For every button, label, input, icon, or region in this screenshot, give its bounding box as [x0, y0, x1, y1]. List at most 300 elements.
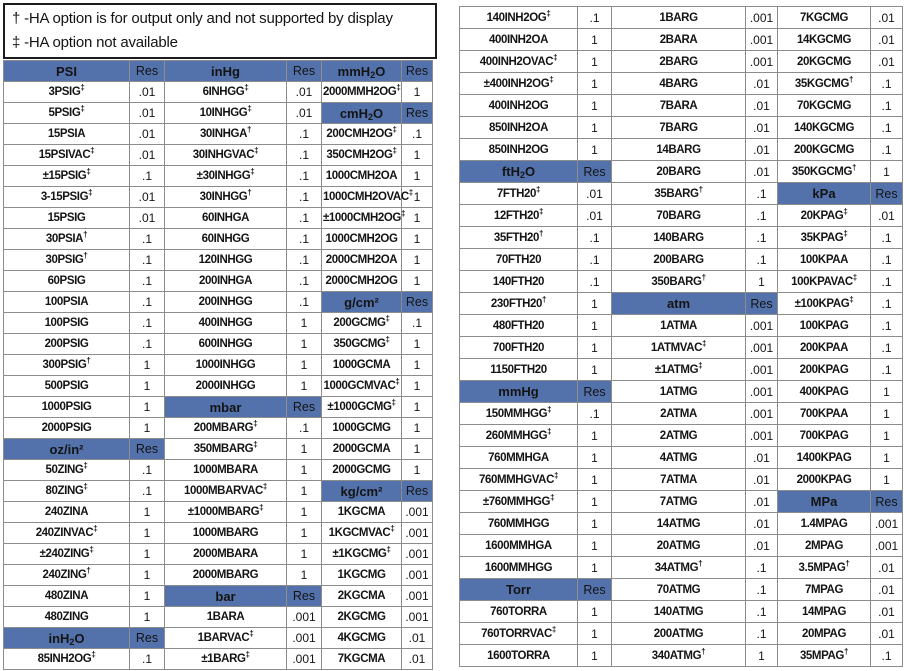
resolution-cell: 1 [402, 187, 433, 208]
resolution-cell: 1 [402, 355, 433, 376]
table-row [4, 61, 433, 82]
resolution-cell: .01 [287, 103, 322, 124]
unit-header-cell: inHg [165, 61, 287, 82]
table-row [460, 403, 903, 425]
range-code-cell: 2ATMG [612, 425, 746, 447]
res-header-cell: Res [402, 481, 433, 502]
table-row [460, 535, 903, 557]
resolution-cell: .1 [130, 292, 165, 313]
range-code-cell: 240ZINA [4, 502, 130, 523]
resolution-cell: .1 [578, 7, 612, 29]
res-header-cell: Res [130, 61, 165, 82]
res-header-cell: Res [287, 397, 322, 418]
table-row [460, 601, 903, 623]
resolution-cell: .1 [130, 649, 165, 670]
range-code-cell: 30INHGG† [165, 187, 287, 208]
range-code-cell: 10INHGG‡ [165, 103, 287, 124]
range-code-cell: 1ATMG [612, 381, 746, 403]
range-code-cell: 120INHGG [165, 250, 287, 271]
range-code-cell: 60PSIG [4, 271, 130, 292]
table-row [4, 229, 433, 250]
range-code-cell: 260MMHGG‡ [460, 425, 578, 447]
footnote-box [3, 3, 437, 59]
resolution-cell: .001 [287, 628, 322, 649]
resolution-cell: 1 [287, 355, 322, 376]
range-code-cell: 150MMHGG‡ [460, 403, 578, 425]
range-code-cell: ±1000MBARG‡ [165, 502, 287, 523]
table-row [4, 103, 433, 124]
range-code-cell: 80ZING‡ [4, 481, 130, 502]
table-row [4, 397, 433, 418]
resolution-cell: 1 [578, 359, 612, 381]
resolution-cell: 1 [578, 557, 612, 579]
range-code-cell: 60INHGG [165, 229, 287, 250]
resolution-cell: .1 [402, 313, 433, 334]
range-code-cell: 4ATMG [612, 447, 746, 469]
res-header-cell: Res [578, 381, 612, 403]
resolution-cell: .001 [746, 425, 778, 447]
range-code-cell: 7KGCMG [778, 7, 871, 29]
range-code-cell: 7ATMA [612, 469, 746, 491]
resolution-cell: .1 [287, 166, 322, 187]
resolution-cell: .001 [746, 337, 778, 359]
table-row [460, 557, 903, 579]
table-row [460, 7, 903, 29]
resolution-cell: 1 [578, 513, 612, 535]
pressure-table-right-body [460, 7, 903, 667]
range-code-cell: 760MMHGG [460, 513, 578, 535]
range-code-cell: 1600MMHGA [460, 535, 578, 557]
range-code-cell: 1000GCMA [322, 355, 402, 376]
resolution-cell: .001 [871, 535, 903, 557]
resolution-cell: .1 [130, 313, 165, 334]
res-header-cell: Res [287, 586, 322, 607]
range-code-cell: 35MPAG† [778, 645, 871, 667]
range-code-cell: 200GCMG‡ [322, 313, 402, 334]
range-code-cell: 140BARG [612, 227, 746, 249]
table-row [460, 227, 903, 249]
range-code-cell: 140ATMG [612, 601, 746, 623]
table-row [460, 117, 903, 139]
range-code-cell: 2000CMH2OA [322, 250, 402, 271]
table-row [4, 649, 433, 670]
resolution-cell: 1 [402, 229, 433, 250]
range-code-cell: 700FTH20 [460, 337, 578, 359]
resolution-cell: .1 [287, 292, 322, 313]
table-row [460, 381, 903, 403]
range-code-cell: 2000CMH2OG [322, 271, 402, 292]
unit-header-cell: cmH$_2$O [322, 103, 402, 124]
table-row [460, 513, 903, 535]
range-code-cell: 35BARG† [612, 183, 746, 205]
range-code-cell: 340ATMG† [612, 645, 746, 667]
resolution-cell: .1 [871, 95, 903, 117]
unit-header-cell: mmHg [460, 381, 578, 403]
range-code-cell: 20KGCMG [778, 51, 871, 73]
resolution-cell: .1 [871, 117, 903, 139]
resolution-cell: .01 [578, 183, 612, 205]
resolution-cell: .1 [746, 557, 778, 579]
unit-header-cell: mmH$_2$O [322, 61, 402, 82]
resolution-cell: .01 [871, 601, 903, 623]
table-row [4, 565, 433, 586]
range-code-cell: 6INHGG‡ [165, 82, 287, 103]
resolution-cell: .1 [871, 227, 903, 249]
res-header-cell: Res [130, 628, 165, 649]
range-code-cell: 200KPAA [778, 337, 871, 359]
range-code-cell: 60INHGA [165, 208, 287, 229]
range-code-cell: 140INH2OG‡ [460, 7, 578, 29]
resolution-cell: .1 [578, 271, 612, 293]
table-row [4, 166, 433, 187]
resolution-cell: .1 [130, 460, 165, 481]
range-code-cell: 480ZINA [4, 586, 130, 607]
range-code-cell: 500PSIG [4, 376, 130, 397]
table-row [4, 544, 433, 565]
range-code-cell: 3PSIG‡ [4, 82, 130, 103]
range-code-cell: 85INH2OG‡ [4, 649, 130, 670]
resolution-cell: .01 [746, 117, 778, 139]
range-code-cell: 2000KPAG [778, 469, 871, 491]
range-code-cell: 760TORRA [460, 601, 578, 623]
range-code-cell: 4BARG [612, 73, 746, 95]
table-row [460, 51, 903, 73]
resolution-cell: .001 [402, 523, 433, 544]
table-row [4, 292, 433, 313]
resolution-cell: 1 [402, 271, 433, 292]
resolution-cell: 1 [130, 376, 165, 397]
resolution-cell: .001 [402, 586, 433, 607]
range-code-cell: 7MPAG [778, 579, 871, 601]
range-code-cell: 2KGCMG [322, 607, 402, 628]
range-code-cell: 140KGCMG [778, 117, 871, 139]
unit-header-cell: bar [165, 586, 287, 607]
range-code-cell: 200INHGA [165, 271, 287, 292]
table-row [4, 607, 433, 628]
range-code-cell: ±15PSIG‡ [4, 166, 130, 187]
resolution-cell: .1 [871, 337, 903, 359]
range-code-cell: ±760MMHGG‡ [460, 491, 578, 513]
resolution-cell: .001 [871, 513, 903, 535]
table-row [4, 481, 433, 502]
range-code-cell: 100KPAVAC‡ [778, 271, 871, 293]
range-code-cell: 34ATMG† [612, 557, 746, 579]
resolution-cell: .01 [130, 82, 165, 103]
resolution-cell: .01 [871, 623, 903, 645]
resolution-cell: .01 [746, 535, 778, 557]
range-code-cell: 1BARVAC‡ [165, 628, 287, 649]
range-code-cell: 2MPAG [778, 535, 871, 557]
resolution-cell: .01 [746, 513, 778, 535]
resolution-cell: 1 [130, 502, 165, 523]
range-code-cell: 1KGCMVAC‡ [322, 523, 402, 544]
resolution-cell: .01 [130, 124, 165, 145]
table-row [460, 645, 903, 667]
range-code-cell: 15PSIA [4, 124, 130, 145]
table-row [4, 313, 433, 334]
footnote-ha-output-only: † -HA option is for output only and not supported by display [12, 10, 393, 27]
resolution-cell: 1 [871, 425, 903, 447]
table-row [4, 628, 433, 649]
range-code-cell: 100KPAA [778, 249, 871, 271]
resolution-cell: .1 [130, 481, 165, 502]
table-row [4, 376, 433, 397]
pressure-table-left [3, 60, 433, 670]
range-code-cell: ±1ATMG‡ [612, 359, 746, 381]
range-code-cell: 2000MMH2OG‡ [322, 82, 402, 103]
resolution-cell: 1 [578, 535, 612, 557]
res-header-cell: Res [871, 491, 903, 513]
resolution-cell: .01 [746, 73, 778, 95]
resolution-cell: 1 [578, 139, 612, 161]
pressure-table-left-body [4, 61, 433, 670]
resolution-cell: 1 [402, 418, 433, 439]
resolution-cell: 1 [130, 586, 165, 607]
resolution-cell: 1 [578, 315, 612, 337]
table-row [4, 355, 433, 376]
table-row [4, 208, 433, 229]
resolution-cell: .01 [746, 95, 778, 117]
resolution-cell: .01 [746, 139, 778, 161]
table-row [460, 271, 903, 293]
range-code-cell: 15PSIVAC‡ [4, 145, 130, 166]
res-header-cell: Res [871, 183, 903, 205]
resolution-cell: 1 [402, 82, 433, 103]
resolution-cell: 1 [578, 447, 612, 469]
range-code-cell: 2000GCMG [322, 460, 402, 481]
table-row [4, 586, 433, 607]
resolution-cell: 1 [871, 161, 903, 183]
resolution-cell: 1 [287, 439, 322, 460]
range-code-cell: 14KGCMG [778, 29, 871, 51]
range-code-cell: 2000GCMA [322, 439, 402, 460]
range-code-cell: 7BARA [612, 95, 746, 117]
table-row [4, 187, 433, 208]
range-code-cell: 35FTH20† [460, 227, 578, 249]
range-code-cell: 1ATMA [612, 315, 746, 337]
range-code-cell: 100KPAG [778, 315, 871, 337]
res-header-cell: Res [746, 293, 778, 315]
resolution-cell: .1 [287, 250, 322, 271]
range-code-cell: 400INH2OG [460, 95, 578, 117]
resolution-cell: 1 [578, 293, 612, 315]
resolution-cell: 1 [578, 623, 612, 645]
resolution-cell: .01 [871, 7, 903, 29]
range-code-cell: 200INHGG [165, 292, 287, 313]
range-code-cell: 2BARG [612, 51, 746, 73]
range-code-cell: 14MPAG [778, 601, 871, 623]
range-code-cell: 1000PSIG [4, 397, 130, 418]
table-row [460, 139, 903, 161]
range-code-cell: 200PSIG [4, 334, 130, 355]
range-code-cell: 3.5MPAG† [778, 557, 871, 579]
resolution-cell: .001 [746, 359, 778, 381]
resolution-cell: .001 [746, 7, 778, 29]
resolution-cell: .1 [578, 403, 612, 425]
table-row [4, 418, 433, 439]
range-code-cell: 760MMHGA [460, 447, 578, 469]
resolution-cell: .1 [287, 418, 322, 439]
range-code-cell: 1400KPAG [778, 447, 871, 469]
res-header-cell: Res [402, 103, 433, 124]
resolution-cell: .1 [578, 249, 612, 271]
table-row [460, 337, 903, 359]
table-row [4, 145, 433, 166]
unit-header-cell: atm [612, 293, 746, 315]
table-row [4, 250, 433, 271]
resolution-cell: 1 [746, 645, 778, 667]
range-code-cell: 70KGCMG [778, 95, 871, 117]
range-code-cell: 140FTH20 [460, 271, 578, 293]
range-code-cell: 700KPAG [778, 425, 871, 447]
range-code-cell: 700KPAA [778, 403, 871, 425]
resolution-cell: 1 [287, 565, 322, 586]
range-code-cell: ±100KPAG‡ [778, 293, 871, 315]
range-code-cell: 2KGCMA [322, 586, 402, 607]
resolution-cell: .1 [871, 249, 903, 271]
resolution-cell: .1 [871, 359, 903, 381]
resolution-cell: 1 [287, 376, 322, 397]
table-row [460, 315, 903, 337]
range-code-cell: 2BARA [612, 29, 746, 51]
resolution-cell: .01 [746, 447, 778, 469]
resolution-cell: .001 [287, 649, 322, 670]
range-code-cell: 1BARA [165, 607, 287, 628]
resolution-cell: .1 [746, 183, 778, 205]
resolution-cell: .01 [402, 649, 433, 670]
range-code-cell: 1000CMH2OG [322, 229, 402, 250]
range-code-cell: 400KPAG [778, 381, 871, 403]
resolution-cell: .1 [746, 623, 778, 645]
resolution-cell: .1 [130, 229, 165, 250]
unit-header-cell: mbar [165, 397, 287, 418]
resolution-cell: 1 [287, 523, 322, 544]
range-code-cell: 20ATMG [612, 535, 746, 557]
footnote-ha-not-available: ‡ -HA option not available [12, 34, 178, 51]
range-code-cell: 200KGCMG [778, 139, 871, 161]
resolution-cell: .001 [402, 607, 433, 628]
range-code-cell: 1000MBARA [165, 460, 287, 481]
range-code-cell: 30PSIG† [4, 250, 130, 271]
resolution-cell: 1 [130, 397, 165, 418]
table-row [460, 359, 903, 381]
table-row [460, 161, 903, 183]
unit-header-cell: oz/in² [4, 439, 130, 460]
table-row [4, 460, 433, 481]
unit-header-cell: PSI [4, 61, 130, 82]
resolution-cell: 1 [578, 601, 612, 623]
range-code-cell: 200BARG [612, 249, 746, 271]
resolution-cell: .001 [402, 502, 433, 523]
resolution-cell: .1 [130, 166, 165, 187]
range-code-cell: 1150FTH20 [460, 359, 578, 381]
range-code-cell: 1000CMH2OVAC‡ [322, 187, 402, 208]
table-row [460, 425, 903, 447]
res-header-cell: Res [402, 61, 433, 82]
range-code-cell: 4KGCMG [322, 628, 402, 649]
resolution-cell: 1 [578, 95, 612, 117]
range-code-cell: ±1BARG‡ [165, 649, 287, 670]
range-code-cell: 7ATMG [612, 491, 746, 513]
range-code-cell: 350GCMG‡ [322, 334, 402, 355]
resolution-cell: 1 [746, 271, 778, 293]
range-code-cell: 480FTH20 [460, 315, 578, 337]
resolution-cell: .001 [402, 565, 433, 586]
range-code-cell: 7KGCMA [322, 649, 402, 670]
resolution-cell: .01 [746, 491, 778, 513]
table-row [460, 73, 903, 95]
table-row [4, 271, 433, 292]
resolution-cell: .1 [871, 315, 903, 337]
resolution-cell: .001 [746, 403, 778, 425]
resolution-cell: .01 [130, 208, 165, 229]
resolution-cell: .01 [746, 469, 778, 491]
res-header-cell: Res [402, 292, 433, 313]
resolution-cell: .1 [287, 145, 322, 166]
resolution-cell: 1 [287, 460, 322, 481]
range-code-cell: 2000MBARA [165, 544, 287, 565]
range-code-cell: 30INHGA† [165, 124, 287, 145]
resolution-cell: 1 [130, 418, 165, 439]
resolution-cell: 1 [287, 334, 322, 355]
resolution-cell: .1 [871, 271, 903, 293]
resolution-cell: .01 [871, 51, 903, 73]
resolution-cell: .001 [746, 51, 778, 73]
resolution-cell: .1 [130, 271, 165, 292]
range-code-cell: 200MBARG‡ [165, 418, 287, 439]
table-row [460, 205, 903, 227]
resolution-cell: 1 [402, 145, 433, 166]
resolution-cell: .01 [871, 205, 903, 227]
resolution-cell: 1 [578, 51, 612, 73]
resolution-cell: 1 [130, 565, 165, 586]
range-code-cell: 350BARG† [612, 271, 746, 293]
table-row [460, 249, 903, 271]
range-code-cell: 35KPAG‡ [778, 227, 871, 249]
range-code-cell: 1KGCMA [322, 502, 402, 523]
resolution-cell: 1 [871, 447, 903, 469]
unit-header-cell: ftH$_2$O [460, 161, 578, 183]
range-code-cell: 400INH2OVAC‡ [460, 51, 578, 73]
res-header-cell: Res [578, 161, 612, 183]
resolution-cell: 1 [402, 166, 433, 187]
resolution-cell: 1 [402, 334, 433, 355]
table-row [4, 82, 433, 103]
table-row [460, 491, 903, 513]
table-row [460, 95, 903, 117]
range-code-cell: 30PSIA† [4, 229, 130, 250]
table-row [460, 623, 903, 645]
range-code-cell: ±400INH2OG‡ [460, 73, 578, 95]
range-code-cell: 1600MMHGG [460, 557, 578, 579]
unit-header-cell: inH$_2$O [4, 628, 130, 649]
resolution-cell: .1 [287, 187, 322, 208]
resolution-cell: .01 [402, 628, 433, 649]
resolution-cell: 1 [402, 460, 433, 481]
resolution-cell: 1 [130, 607, 165, 628]
range-code-cell: 850INH2OA [460, 117, 578, 139]
resolution-cell: 1 [402, 376, 433, 397]
resolution-cell: 1 [578, 469, 612, 491]
range-code-cell: 100PSIG [4, 313, 130, 334]
table-row [460, 183, 903, 205]
range-code-cell: 1BARG [612, 7, 746, 29]
resolution-cell: 1 [287, 313, 322, 334]
resolution-cell: 1 [578, 645, 612, 667]
range-code-cell: 400INH2OA [460, 29, 578, 51]
resolution-cell: .1 [287, 229, 322, 250]
range-code-cell: 1KGCMG [322, 565, 402, 586]
